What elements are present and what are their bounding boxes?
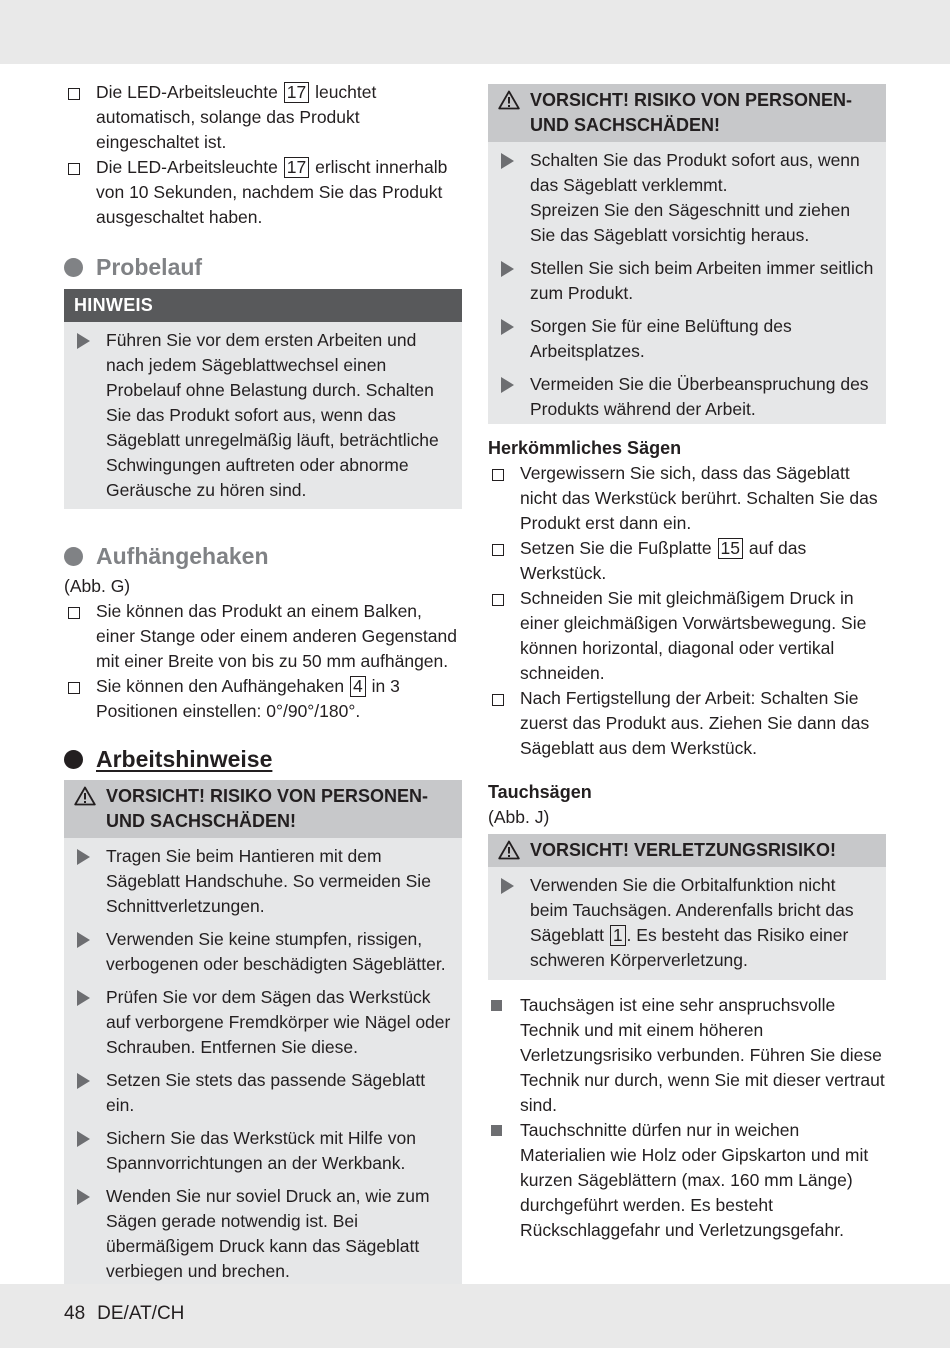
ref-number: 17 bbox=[284, 157, 309, 178]
section-heading-probelauf: Probelauf bbox=[64, 252, 462, 282]
right-column bbox=[488, 84, 886, 1243]
top-band bbox=[0, 0, 950, 64]
list-item: Setzen Sie die Fußplatte 15 auf das Werkstück. bbox=[488, 536, 886, 586]
ref-number: 4 bbox=[350, 676, 366, 697]
ref-number: 17 bbox=[284, 82, 309, 103]
list-item: Tauchsägen ist eine sehr anspruchsvolle Technik und mit einem höheren Verletzungsrisiko verbunden. Führen Sie diese Technik nur durch, wenn Sie mit dieser vertraut sind. bbox=[488, 993, 886, 1118]
list-item: Die LED-Arbeitsleuchte 17 erlischt innerhalb von 10 Sekunden, nachdem Sie das Produkt ausgeschaltet haben. bbox=[64, 155, 462, 230]
warning-triangle-icon bbox=[74, 786, 96, 806]
list-item: Vermeiden Sie die Überbeanspruchung des Produkts während der Arbeit. bbox=[498, 372, 876, 422]
list-item: Schalten Sie das Produkt sofort aus, wenn das Sägeblatt verklemmt. Spreizen Sie den Sägeschnitt und ziehen Sie das Sägeblatt vorsichtig heraus. bbox=[498, 148, 876, 248]
list-item: Sie können den Aufhängehaken 4 in 3 Positionen einstellen: 0°/90°/180°. bbox=[64, 674, 462, 724]
warning-triangle-icon bbox=[498, 840, 520, 860]
hinweis-title: HINWEIS bbox=[64, 289, 462, 322]
figure-ref: (Abb. J) bbox=[488, 807, 550, 827]
page-number: 48 bbox=[64, 1303, 86, 1324]
subheading-tauchsaegen: Tauchsägen bbox=[488, 782, 592, 802]
page-footer bbox=[64, 1303, 196, 1325]
ref-number: 15 bbox=[718, 538, 743, 559]
warning-box bbox=[488, 834, 886, 980]
warning-box bbox=[64, 780, 462, 1291]
list-item: Die LED-Arbeitsleuchte 17 leuchtet automatisch, solange das Produkt eingeschaltet ist. bbox=[64, 80, 462, 155]
section-heading-aufhaengehaken: Aufhängehaken bbox=[64, 541, 462, 571]
list-item: Tauchschnitte dürfen nur in weichen Materialien wie Holz oder Gipskarton und mit kurzen Sägeblättern (max. 160 mm Länge) durchgeführt werden. Es besteht Rückschlaggefahr und Verletzungsgefahr. bbox=[488, 1118, 886, 1243]
warning-title: VORSICHT! VERLETZUNGSRISIKO! bbox=[488, 834, 886, 867]
list-item: Sie können das Produkt an einem Balken, einer Stange oder einem anderen Gegenstand mit einer Breite von bis zu 50 mm aufhängen. bbox=[64, 599, 462, 674]
warning-title: VORSICHT! RISIKO VON PERSONEN- UND SACHSCHÄDEN! bbox=[64, 780, 462, 838]
warning-triangle-icon bbox=[498, 90, 520, 110]
list-item: Sichern Sie das Werkstück mit Hilfe von Spannvorrichtungen an der Werkbank. bbox=[74, 1126, 452, 1176]
list-item: Tragen Sie beim Hantieren mit dem Sägeblatt Handschuhe. So vermeiden Sie Schnittverletzungen. bbox=[74, 844, 452, 919]
list-item: Prüfen Sie vor dem Sägen das Werkstück auf verborgene Fremdkörper wie Nägel oder Schrauben. Entfernen Sie diese. bbox=[74, 985, 452, 1060]
subheading-herkoemmlich: Herkömmliches Sägen bbox=[488, 438, 682, 458]
list-item: Stellen Sie sich beim Arbeiten immer seitlich zum Produkt. bbox=[498, 256, 876, 306]
left-column bbox=[64, 80, 462, 1291]
list-item: Verwenden Sie die Orbitalfunktion nicht beim Tauchsägen. Anderenfalls bricht das Sägeblatt 1 . Es besteht das Risiko einer schweren Körperverletzung. bbox=[498, 873, 876, 973]
bullet-dot-icon bbox=[64, 547, 83, 566]
warning-box bbox=[488, 84, 886, 424]
region-label: DE/AT/CH bbox=[97, 1303, 185, 1324]
list-item: Setzen Sie stets das passende Sägeblatt ein. bbox=[74, 1068, 452, 1118]
list-item: Vergewissern Sie sich, dass das Sägeblatt nicht das Werkstück berührt. Schalten Sie das Produkt erst dann ein. bbox=[488, 461, 886, 536]
ref-number: 1 bbox=[610, 925, 626, 946]
list-item: Schneiden Sie mit gleichmäßigem Druck in einer gleichmäßigen Vorwärtsbewegung. Sie können horizontal, diagonal oder vertikal schneiden. bbox=[488, 586, 886, 686]
list-item: Verwenden Sie keine stumpfen, rissigen, verbogenen oder beschädigten Sägeblätter. bbox=[74, 927, 452, 977]
list-item: Wenden Sie nur soviel Druck an, wie zum Sägen gerade notwendig ist. Bei übermäßigem Druck kann das Sägeblatt verbiegen und brechen. bbox=[74, 1184, 452, 1284]
section-heading-arbeitshinweise: Arbeitshinweise bbox=[64, 744, 462, 774]
warning-title: VORSICHT! RISIKO VON PERSONEN- UND SACHSCHÄDEN! bbox=[488, 84, 886, 142]
list-item: Führen Sie vor dem ersten Arbeiten und nach jedem Sägeblattwechsel einen Probelauf ohne Belastung durch. Schalten Sie das Produkt sofort aus, wenn das Sägeblatt unregelmäßig läuft, beträchtliche Schwingungen auftreten oder abnorme Geräusche zu hören sind. bbox=[74, 328, 452, 503]
figure-ref: (Abb. G) bbox=[64, 576, 131, 596]
list-item: Nach Fertigstellung der Arbeit: Schalten Sie zuerst das Produkt aus. Ziehen Sie dann das Sägeblatt aus dem Werkstück. bbox=[488, 686, 886, 761]
bullet-dot-icon bbox=[64, 258, 83, 277]
bullet-dot-icon bbox=[64, 750, 83, 769]
hinweis-box bbox=[64, 289, 462, 509]
list-item: Sorgen Sie für eine Belüftung des Arbeitsplatzes. bbox=[498, 314, 876, 364]
